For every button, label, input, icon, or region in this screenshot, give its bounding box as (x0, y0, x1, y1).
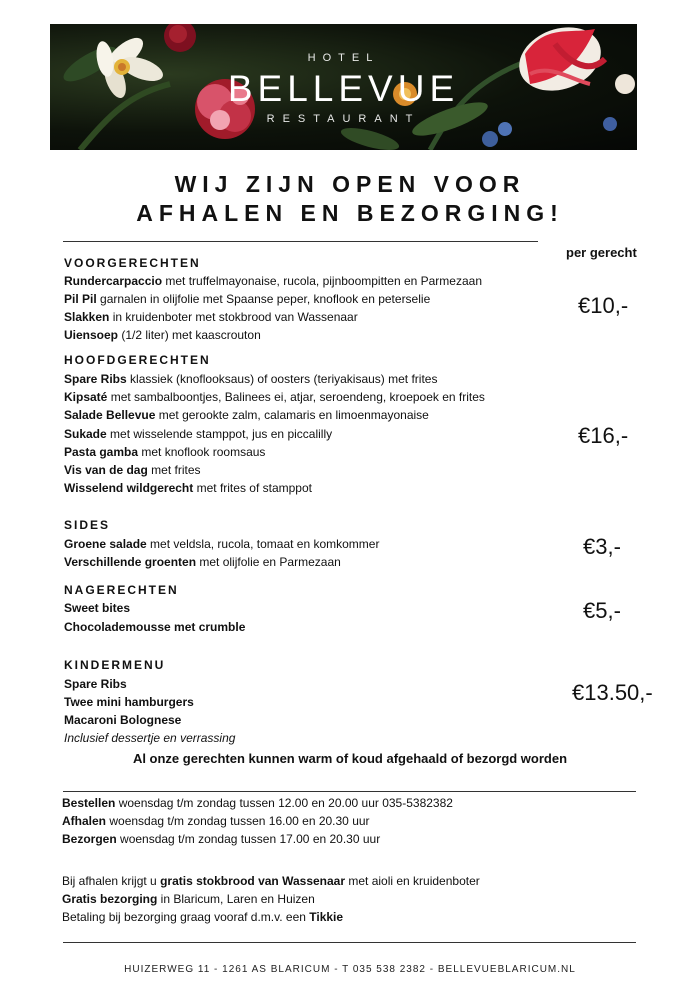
price-kindermenu: €13.50,- (572, 680, 653, 705)
menu-item: Groene salade met veldsla, rucola, tomaat en komkommer (64, 537, 380, 551)
bottom-divider (63, 942, 636, 943)
menu-item: Twee mini hamburgers (64, 695, 194, 709)
top-divider (63, 241, 538, 242)
menu-item: Verschillende groenten met olijfolie en Parmezaan (64, 555, 341, 569)
menu-item: Salade Bellevue met gerookte zalm, calamaris en limoenmayonaise (64, 408, 429, 422)
price-sides: €3,- (583, 534, 621, 559)
header-banner (50, 24, 637, 150)
menu-item: Pil Pil garnalen in olijfolie met Spaanse peper, knoflook en peterselie (64, 292, 431, 306)
order-info-line: Afhalen woensdag t/m zondag tussen 16.00 en 20.30 uur (62, 814, 370, 828)
headline-line-1: WIJ ZIJN OPEN VOOR (174, 171, 526, 197)
brand-restaurant: RESTAURANT (266, 113, 421, 125)
kindermenu-extra: Inclusief dessertje en verrassing (64, 731, 236, 745)
section-title-nagerechten: NAGERECHTEN (64, 583, 179, 597)
menu-item: Pasta gamba met knoflook roomsaus (64, 445, 266, 459)
price-nagerechten: €5,- (583, 598, 621, 623)
section-title-sides: SIDES (64, 518, 111, 532)
menu-item: Spare Ribs klassiek (knoflooksaus) of oosters (teriyakisaus) met frites (64, 372, 438, 386)
brand-name: BELLEVUE (227, 68, 460, 109)
headline-line-2: AFHALEN EN BEZORGING! (136, 200, 564, 226)
order-info-line: Bezorgen woensdag t/m zondag tussen 17.00 en 20.30 uur (62, 832, 381, 846)
brand-hotel: HOTEL (307, 52, 380, 64)
menu-item: Rundercarpaccio met truffelmayonaise, rucola, pijnboompitten en Parmezaan (64, 274, 482, 288)
middle-divider (63, 791, 636, 792)
price-hoofdgerechten: €16,- (578, 423, 629, 448)
menu-item: Sweet bites (64, 601, 131, 615)
extra-info-line-1: Bij afhalen krijgt u gratis stokbrood van Wassenaar met aioli en kruidenboter (62, 874, 480, 888)
menu-item: Uiensoep (1/2 liter) met kaascrouton (64, 328, 261, 342)
menu-item: Kipsaté met sambalboontjes, Balinees ei, atjar, seroendeng, kroepoek en frites (64, 390, 485, 404)
menu-item: Wisselend wildgerecht met frites of stamppot (64, 481, 312, 495)
section-title-voorgerechten: VOORGERECHTEN (64, 256, 201, 270)
section-title-kindermenu: KINDERMENU (64, 658, 166, 672)
menu-item: Slakken in kruidenboter met stokbrood van Wassenaar (64, 310, 358, 324)
extra-info-line-3: Betaling bij bezorging graag vooraf d.m.v. een Tikkie (62, 910, 344, 924)
footer-address: HUIZERWEG 11 - 1261 AS BLARICUM - T 035 538 2382 - BELLEVUEBLARICUM.NL (124, 964, 576, 975)
section-title-hoofdgerechten: HOOFDGERECHTEN (64, 353, 211, 367)
extra-info-line-2: Gratis bezorging in Blaricum, Laren en Huizen (62, 892, 315, 906)
per-gerecht-label: per gerecht (566, 245, 637, 260)
menu-item: Spare Ribs (64, 677, 127, 691)
menu-item: Vis van de dag met frites (64, 463, 201, 477)
price-voorgerechten: €10,- (578, 293, 629, 318)
menu-item: Chocolademousse met crumble (64, 620, 246, 634)
menu-item: Sukade met wisselende stamppot, jus en piccalilly (64, 427, 333, 441)
menu-item: Macaroni Bolognese (64, 713, 182, 727)
takeaway-note: Al onze gerechten kunnen warm of koud afgehaald of bezorgd worden (132, 751, 568, 766)
order-info-line: Bestellen woensdag t/m zondag tussen 12.00 en 20.00 uur 035-5382382 (62, 796, 453, 810)
